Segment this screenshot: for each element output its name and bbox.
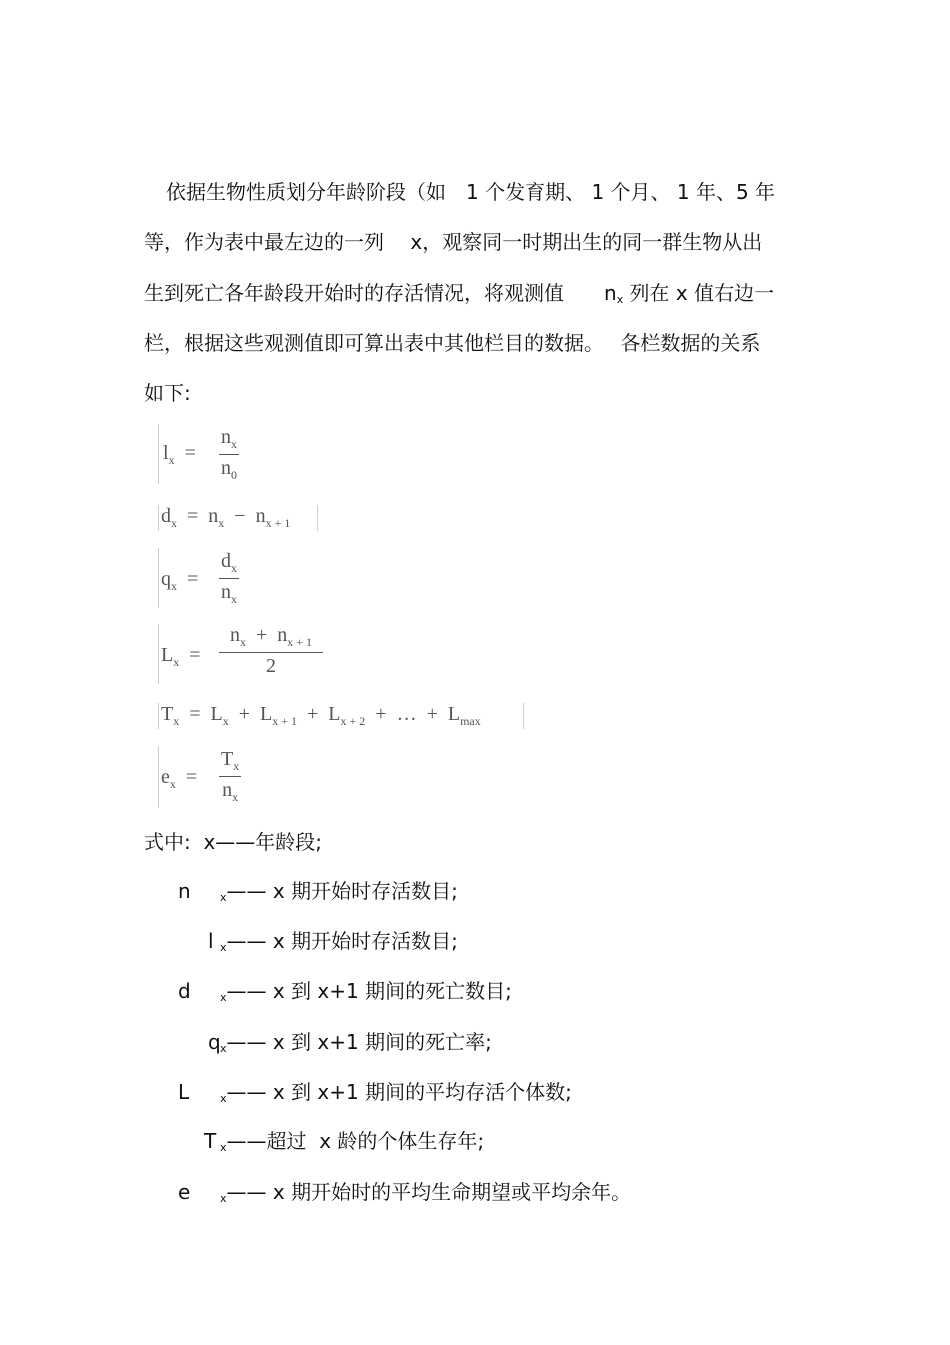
formula-Tx: $T_x = L_x + L_{x + 1} + L_{x + 2}$ + … + $L_{max}$: [158, 703, 524, 729]
legend-desc-e: x—— x 期开始时的平均生命期望或平均余年。: [220, 1180, 632, 1205]
fraction: $\frac{n_x + n_{x + 1}}{2}$: [219, 624, 323, 678]
formula-lx: $l_x$ = $\frac{n_x}{n_0}$: [158, 424, 233, 484]
legend-desc-q: x—— x 到 x+1 期间的死亡率;: [220, 1030, 492, 1055]
formula-dx: $d_x = n_x - n_{x + 1}$: [158, 505, 318, 531]
formula-ex: $e_x$ = $\frac{T_x}{n_x}$: [158, 746, 233, 808]
legend-item-L: L: [178, 1080, 190, 1104]
legend-desc-l: x—— x 期开始时存活数目;: [220, 929, 458, 954]
legend-item-n: n: [178, 879, 191, 903]
formula-qx: $q_x$ = $\frac{d_x}{n_x}$: [158, 548, 233, 608]
fraction: $\frac{T_x}{n_x}$: [221, 748, 240, 804]
legend-intro: 式中: x——年龄段;: [144, 830, 323, 854]
paragraph-line-5: 如下:: [144, 381, 191, 405]
fraction: $\frac{n_x}{n_0}$: [221, 426, 237, 482]
legend-desc-n: x—— x 期开始时存活数目;: [220, 879, 458, 904]
legend-item-e: e: [178, 1180, 191, 1204]
paragraph-line-2: 等，作为表中最左边的一列 x，观察同一时期出生的同一群生物从出: [144, 230, 763, 254]
legend-item-T: T: [204, 1129, 217, 1153]
legend-desc-L: x—— x 到 x+1 期间的平均存活个体数;: [220, 1080, 572, 1105]
legend-desc-T: x——超过 x 龄的个体生存年;: [220, 1129, 485, 1154]
paragraph-line-4: 栏，根据这些观测值即可算出表中其他栏目的数据。 各栏数据的关系: [144, 331, 761, 355]
formula-Lx: $L_x$ = $\frac{n_x + n_{x + 1}}{2}$: [158, 624, 317, 684]
paragraph-line-3: 生到死亡各年龄段开始时的存活情况，将观测值 nx 列在 x 值右边一: [144, 281, 775, 306]
fraction: $\frac{d_x}{n_x}$: [221, 550, 237, 606]
paragraph-line-1: 依据生物性质划分年龄阶段（如 1 个发育期、 1 个月、 1 年、5 年: [166, 180, 776, 204]
legend-item-q: q: [208, 1030, 221, 1054]
legend-item-d: d: [178, 979, 191, 1003]
legend-item-l: l: [208, 929, 214, 953]
legend-desc-d: x—— x 到 x+1 期间的死亡数目;: [220, 979, 512, 1004]
